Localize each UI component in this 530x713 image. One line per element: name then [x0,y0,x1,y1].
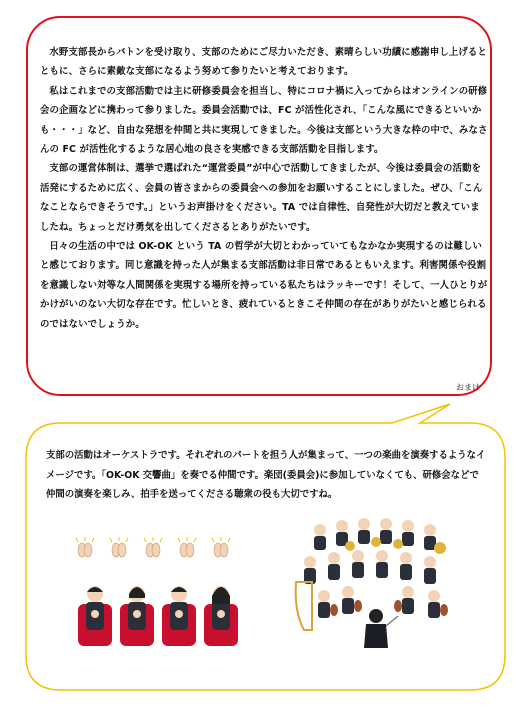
paragraph-4: 日々の生活の中では OK-OK という TA の哲学が大切とわかっていてもなかなか実現するのは難しいと感じております。同じ意識を持った人が集まる支部活動は非日常であるともいえます。利害関係や役割を意識しない対等な人間関係を実現する場所を持っている私たちはラッキーです！そして、一人ひとりがかけがいのない大切な存在です。忙しいとき、疲れているときこそ仲間の存在がありがたいと感じられるのではないでしょうか。 [40,241,488,330]
conductor [364,609,398,648]
paragraph-3: 支部の運営体制は、選挙で選ばれた“運営委員”が中心で活動してきましたが、今後は委員会の活動を活発にするために広く、会員の皆さまからの委員会への参加をお願いすることにしました。ぜひ、「こんなことならできそうです。」というお声掛けをください。TA では自律性、自発性が大切だと教えていましたね。ちょっとだけ勇気を出してくださるとありがたいです。 [40,163,483,233]
seated-audience [78,586,238,646]
orchestra-illustration [290,512,465,657]
paragraph-1: 水野支部長からバトンを受け取り、支部のためにご尽力いただき、素晴らしい功績に感謝申し上げるとともに、さらに素敵な支部になるよう努めて参りたいと考えております。 [40,47,487,78]
orchestra-message [46,446,486,505]
audience-applauding-illustration [70,536,250,656]
clapping-hands [76,537,230,557]
orchestra-text: 支部の活動はオーケストラです。それぞれのパートを担う人が集まって、一つの楽曲を演奏するようなイメージです。「OK-OK 交響曲」を奏でる仲間です。楽団(委員会)に参加していなくても、研修会などで仲間の演奏を楽しみ、拍手を送ってくださる聴衆の役も大切ですね。 [46,450,486,501]
orchestra-players [296,518,448,648]
paragraph-2: 私はこれまでの支部活動では主に研修委員会を担当し、特にコロナ禍に入ってからはオンラインの研修会の企画などに携わって参りました。委員会活動では、FC が活性化され、「こんな風にできるといいかも・・・」など、自由な発想を仲間と共に実現してきました。今後は支部という大きな枠の中で、みなさんの FC が活性化するような居心地の良さを実感できる支部活動を目指します。 [40,85,488,156]
omake-label: おまけ [456,383,480,392]
